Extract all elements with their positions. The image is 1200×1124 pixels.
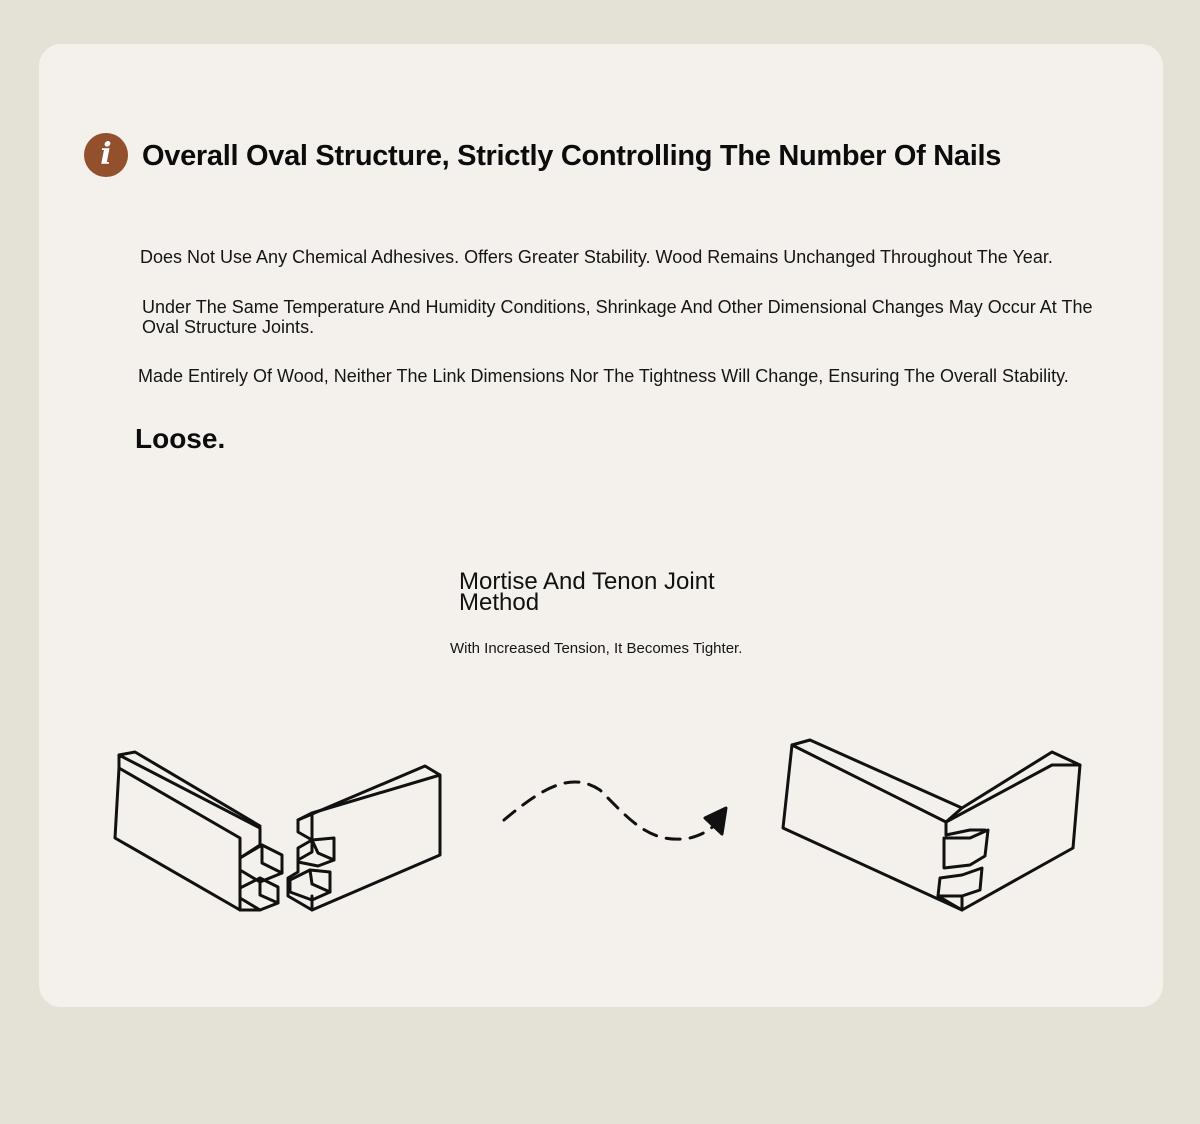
joint-method-subtitle: With Increased Tension, It Becomes Tighter. xyxy=(450,640,743,657)
right-dovetail-piece-illustration xyxy=(288,766,440,910)
loose-label: Loose. xyxy=(135,423,226,454)
joint-method-title: Mortise And Tenon Joint Method xyxy=(459,568,715,616)
section-heading: Overall Oval Structure, Strictly Controlling The Number Of Nails xyxy=(142,140,1002,172)
description-paragraph-3: Made Entirely Of Wood, Neither The Link Dimensions Nor The Tightness Will Change, Ensuring The Overall Stability. xyxy=(138,366,1069,386)
info-icon: i xyxy=(84,133,128,177)
description-paragraph-2: Under The Same Temperature And Humidity Conditions, Shrinkage And Other Dimensional Changes May Occur At The Oval Structure Joints. xyxy=(142,297,1093,337)
left-dovetail-piece-illustration xyxy=(115,752,282,910)
dashed-arrow-illustration xyxy=(504,782,726,839)
joined-dovetail-piece-illustration xyxy=(783,740,1080,910)
description-paragraph-1: Does Not Use Any Chemical Adhesives. Offers Greater Stability. Wood Remains Unchanged Throughout The Year. xyxy=(140,247,1053,267)
